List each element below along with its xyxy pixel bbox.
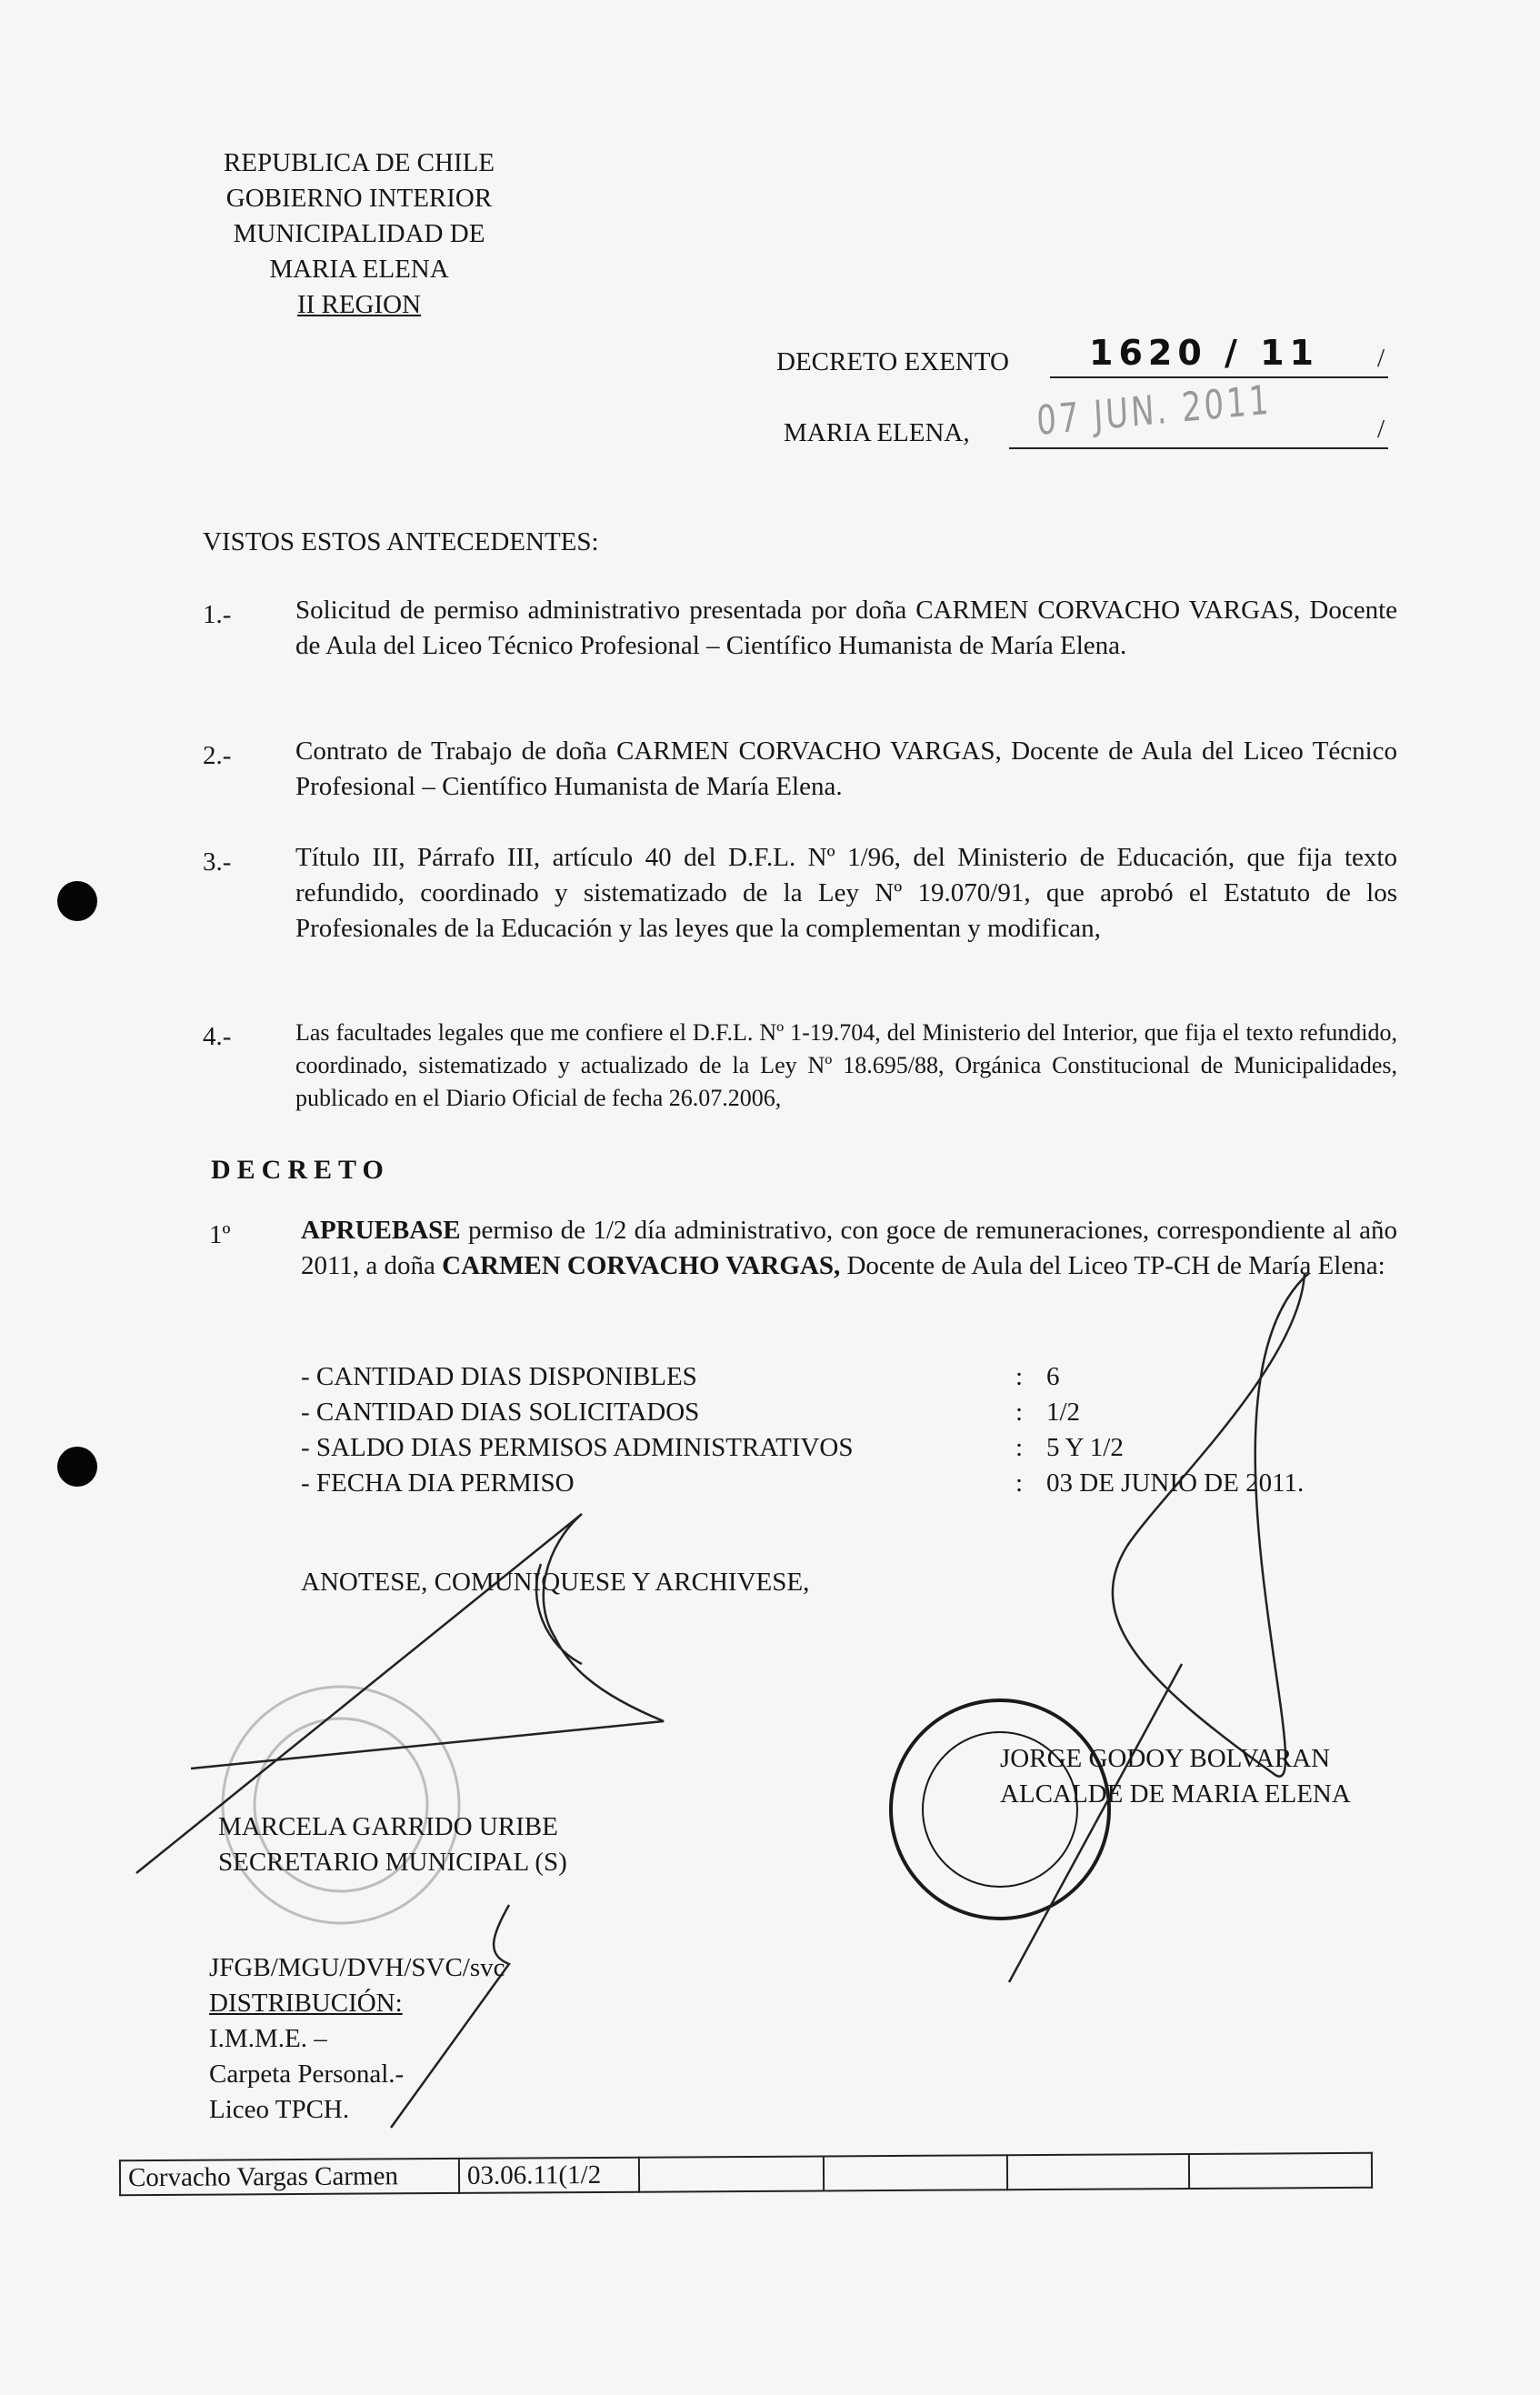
detail-value: 1/2: [1046, 1398, 1081, 1427]
decree-number-handwritten: 1620 / 11: [1089, 333, 1319, 373]
date-stamp: 07 JUN. 2011: [1035, 376, 1273, 446]
item-number: 4.-: [203, 1022, 232, 1051]
item-number: 1.-: [203, 600, 232, 629]
detail-value: 6: [1046, 1362, 1060, 1391]
mayor-title: ALCALDE DE MARIA ELENA: [1000, 1779, 1351, 1809]
initials: JFGB/MGU/DVH/SVC/svc: [209, 1953, 505, 1982]
header-line: II REGION: [296, 290, 422, 319]
punch-hole: [57, 1447, 97, 1487]
header-line: MUNICIPALIDAD DE: [233, 219, 485, 248]
detail-sep: :: [1015, 1433, 1024, 1462]
secretary-name: MARCELA GARRIDO URIBE: [218, 1812, 558, 1841]
mayor-signature: [1009, 1273, 1309, 1982]
header-line: GOBIERNO INTERIOR: [225, 184, 493, 213]
table-row: [120, 2153, 1372, 2195]
closing-formula: ANOTESE, COMUNIQUESE Y ARCHIVESE,: [301, 1568, 810, 1597]
line-end-mark: /: [1377, 415, 1385, 444]
item-text: Solicitud de permiso administrativo presentada por doña CARMEN CORVACHO VARGAS, Docente de Aula del Liceo Técnico Profesional – Científico Humanista de María Elena.: [295, 596, 1397, 660]
distribution-item: Carpeta Personal.-: [209, 2059, 405, 2089]
detail-label: - FECHA DIA PERMISO: [301, 1468, 575, 1498]
detail-value: 03 DE JUNIO DE 2011.: [1046, 1468, 1305, 1498]
table-cell: [824, 2155, 1007, 2190]
detail-sep: :: [1015, 1398, 1024, 1427]
record-table: [119, 2152, 1373, 2196]
detail-label: - CANTIDAD DIAS DISPONIBLES: [301, 1362, 697, 1391]
table-cell: 03.06.11(1/2: [459, 2158, 639, 2193]
detail-value: 5 Y 1/2: [1046, 1433, 1124, 1462]
item-number: 2.-: [203, 741, 232, 770]
distribution-block: [209, 1950, 505, 2128]
punch-hole: [57, 881, 97, 921]
secretary-title: SECRETARIO MUNICIPAL (S): [218, 1848, 567, 1877]
table-cell: [1007, 2154, 1189, 2190]
vistos-heading: VISTOS ESTOS ANTECEDENTES:: [203, 527, 599, 556]
table-cell: [1189, 2153, 1372, 2189]
detail-label: - CANTIDAD DIAS SOLICITADOS: [301, 1398, 700, 1427]
header-line: MARIA ELENA: [269, 255, 449, 284]
article-keyword: APRUEBASE: [301, 1216, 461, 1245]
line-end-mark: /: [1377, 344, 1385, 373]
item-text: Contrato de Trabajo de doña CARMEN CORVACHO VARGAS, Docente de Aula del Liceo Técnico Profesional – Científico Humanista de María Elena.: [295, 737, 1397, 801]
detail-sep: :: [1015, 1468, 1024, 1498]
detail-sep: :: [1015, 1362, 1024, 1391]
table-cell: [639, 2156, 824, 2191]
article-beneficiary: CARMEN CORVACHO VARGAS,: [442, 1251, 841, 1280]
table-cell: Corvacho Vargas Carmen: [120, 2159, 459, 2195]
item-text: Las facultades legales que me confiere el D.F.L. Nº 1-19.704, del Ministerio del Interior, que fija el texto refundido, coordinado, sistematizado y actualizado de la Ley Nº 18.695/88, Orgánica Constitucional de Municipalidades, publicado en el Diario Oficial de fecha 26.07.2006,: [295, 1019, 1397, 1111]
mayor-name: JORGE GODOY BOLVARAN: [1000, 1744, 1331, 1773]
decree-label: DECRETO EXENTO: [776, 347, 1009, 376]
distribution-item: Liceo TPCH.: [209, 2095, 350, 2124]
item-number: 3.-: [203, 847, 232, 877]
article-number: 1º: [209, 1220, 231, 1249]
distribution-heading: DISTRIBUCIÓN:: [209, 1989, 403, 2018]
mayor-signature-block: [1000, 1741, 1351, 1812]
item-text: Título III, Párrafo III, artículo 40 del D.F.L. Nº 1/96, del Ministerio de Educación, que fija texto refundido, coordinado y sistematizado de la Ley Nº 19.070/91, que aprobó el Estatuto de los Profesionales de la Educación y las leyes que la complementan y modifican,: [295, 843, 1397, 943]
header-line: REPUBLICA DE CHILE: [223, 148, 495, 177]
secretary-signature-block: [218, 1809, 567, 1880]
secretary-stamp: [223, 1687, 459, 1923]
decreto-heading: DECRETO: [211, 1155, 390, 1185]
place-label: MARIA ELENA,: [784, 418, 970, 447]
article-body: permiso de 1/2 día administrativo, con goce de remuneraciones, correspondiente al año 2011, a doña: [301, 1216, 1397, 1280]
article-body: Docente de Aula del Liceo TP-CH de María Elena:: [840, 1251, 1385, 1280]
distribution-item: I.M.M.E. –: [209, 2024, 327, 2053]
detail-label: - SALDO DIAS PERMISOS ADMINISTRATIVOS: [301, 1433, 854, 1462]
